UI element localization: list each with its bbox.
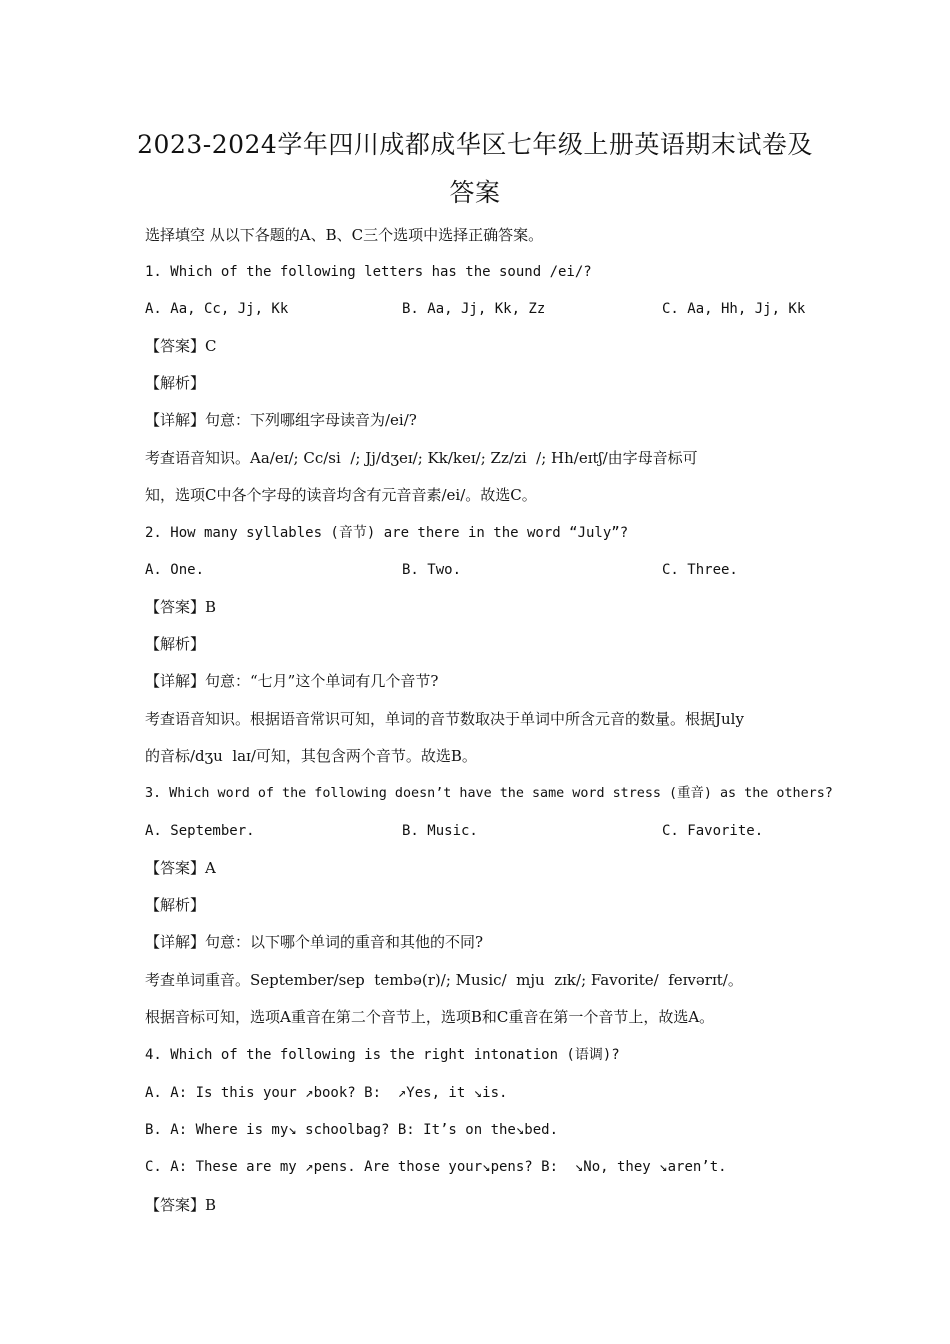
question-1-analysis-label: 【解析】 — [145, 374, 206, 392]
question-3-option-c: C. Favorite. — [662, 823, 764, 839]
question-1-stem: 1. Which of the following letters has the sound /ei/? — [145, 264, 592, 280]
document-title-line-2: 答案 — [449, 178, 501, 207]
question-3-option-b: B. Music. — [402, 823, 478, 839]
question-1-option-b: B. Aa, Jj, Kk, Zz — [402, 301, 546, 317]
question-3-answer: 【答案】A — [145, 859, 216, 877]
question-2-option-c: C. Three. — [662, 562, 738, 578]
question-2-answer: 【答案】B — [145, 598, 217, 616]
question-3-stem: 3. Which word of the following doesn’t have the same word stress (重音) as the others? — [145, 786, 833, 801]
question-1-option-c: C. Aa, Hh, Jj, Kk — [662, 301, 806, 317]
question-4-answer: 【答案】B — [145, 1196, 217, 1214]
question-2-detail: 【详解】句意：“七月”这个单词有几个音节? — [145, 672, 439, 690]
question-4-option-a: A. A: Is this your ↗book? B: ↗Yes, it ↘is. — [145, 1085, 508, 1101]
question-1-explanation-line-1: 考查语音知识。Aa/eɪ/; Cc/si /; Jj/dʒeɪ/; Kk/keɪ/; Zz/zi /; Hh/eɪtʃ/由字母音标可 — [145, 449, 698, 467]
question-1-answer: 【答案】C — [145, 337, 217, 355]
question-2-option-b: B. Two. — [402, 562, 462, 578]
question-3-explanation-line-2: 根据音标可知，选项A重音在第二个音节上，选项B和C重音在第一个音节上，故选A。 — [145, 1008, 715, 1026]
question-2-stem: 2. How many syllables (音节) are there in the word “July”? — [145, 525, 629, 541]
question-4-option-c: C. A: These are my ↗pens. Are those your↘pens? B: ↘No, they ↘aren’t. — [145, 1159, 727, 1175]
question-2-explanation-line-1: 考查语音知识。根据语音常识可知，单词的音节数取决于单词中所含元音的数量。根据July — [145, 710, 744, 728]
question-3-detail: 【详解】句意：以下哪个单词的重音和其他的不同? — [145, 933, 484, 951]
question-4-stem: 4. Which of the following is the right intonation (语调)? — [145, 1047, 620, 1063]
question-1-option-a: A. Aa, Cc, Jj, Kk — [145, 301, 289, 317]
question-2-explanation-line-2: 的音标/dʒu laɪ/可知，其包含两个音节。故选B。 — [145, 747, 477, 765]
question-1-detail: 【详解】句意：下列哪组字母读音为/ei/? — [145, 411, 417, 429]
question-1-explanation-line-2: 知，选项C中各个字母的读音均含有元音音素/ei/。故选C。 — [145, 486, 537, 504]
question-2-option-a: A. One. — [145, 562, 205, 578]
question-3-option-a: A. September. — [145, 823, 255, 839]
document-title-line-1: 2023-2024学年四川成都成华区七年级上册英语期末试卷及 — [137, 130, 813, 159]
question-4-option-b: B. A: Where is my↘ schoolbag? B: It’s on the↘bed. — [145, 1122, 559, 1138]
question-3-explanation-line-1: 考查单词重音。September/sep tembə(r)/; Music/ mju zɪk/; Favorite/ feɪvərɪt/。 — [145, 971, 743, 989]
section-instruction: 选择填空 从以下各题的A、B、C三个选项中选择正确答案。 — [145, 226, 544, 244]
question-3-analysis-label: 【解析】 — [145, 896, 206, 914]
question-2-analysis-label: 【解析】 — [145, 635, 206, 653]
